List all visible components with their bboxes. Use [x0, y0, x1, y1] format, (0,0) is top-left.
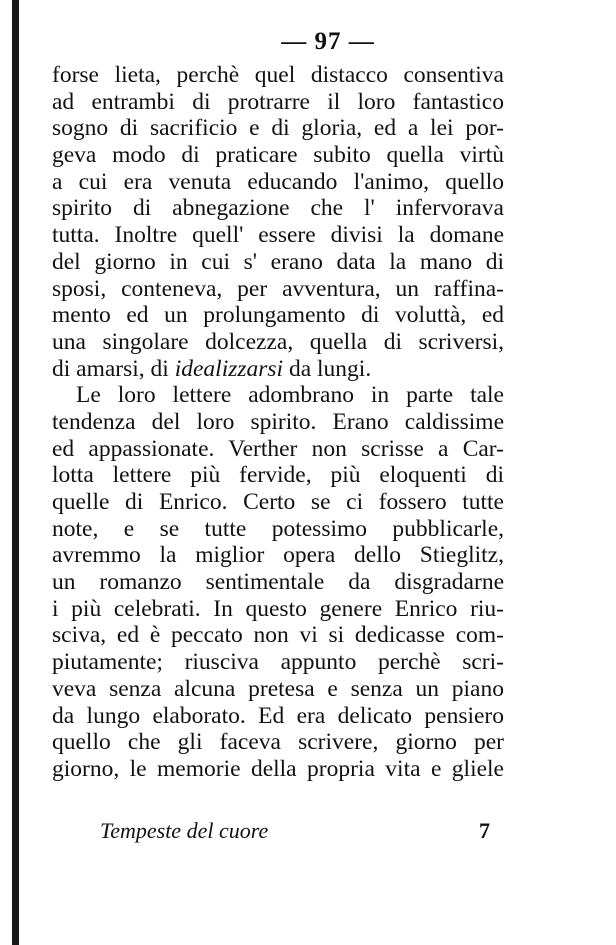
- text-line: un romanzo sentimentale da disgradarne: [52, 569, 504, 596]
- text-line: ed appassionate. Verther non scrisse a Car-: [52, 435, 504, 462]
- text-line: note, e se tutte potessimo pubblicarle,: [52, 515, 504, 542]
- line-text: da lungi.: [283, 355, 372, 382]
- text-line: forse lieta, perchè quel distacco consentiva: [52, 62, 504, 88]
- footer-signature-mark: 7: [479, 818, 490, 843]
- text-line: quelle di Enrico. Certo se ci fossero tutte: [52, 489, 504, 515]
- text-line: avremmo la miglior opera dello Stieglitz,: [52, 542, 504, 569]
- page-number-header: — 97 —: [281, 28, 375, 55]
- text-line: giorno, le memorie della propria vita e gliele: [52, 755, 504, 782]
- text-line: tutta. Inoltre quell' essere divisi la domane: [52, 222, 504, 249]
- text-line: mento ed un prolungamento di voluttà, ed: [52, 302, 504, 329]
- text-line: sogno di sacrificio e di gloria, ed a lei por-: [52, 115, 504, 142]
- footer-book-title: Tempeste del cuore: [100, 818, 269, 843]
- italic-word: idealizzarsi: [174, 355, 284, 382]
- text-line: geva modo di praticare subito quella virtù: [52, 142, 504, 169]
- text-line: lotta lettere più fervide, più eloquenti di: [52, 462, 504, 489]
- page-binding-edge: [12, 0, 19, 945]
- text-line: sciva, ed è peccato non vi si dedicasse com-: [52, 622, 504, 649]
- text-line: sposi, conteneva, per avventura, un raffina-: [52, 275, 504, 302]
- text-line: i più celebrati. In questo genere Enrico riu-: [52, 595, 504, 622]
- text-line-paragraph-start: Le loro lettere adombrano in parte tale: [76, 382, 504, 409]
- text-line: quello che gli faceva scrivere, giorno per: [52, 729, 504, 756]
- text-line: a cui era venuta educando l'animo, quello: [52, 168, 504, 195]
- text-line-paragraph-end: [52, 356, 504, 383]
- text-line: piutamente; riusciva appunto perchè scri-: [52, 649, 504, 676]
- text-line: una singolare dolcezza, quella di scriversi,: [52, 328, 504, 355]
- text-line: tendenza del loro spirito. Erano caldissime: [52, 408, 504, 435]
- text-line: da lungo elaborato. Ed era delicato pensiero: [52, 702, 504, 729]
- text-line: veva senza alcuna pretesa e senza un piano: [52, 675, 504, 702]
- line-text: di amarsi, di: [52, 355, 175, 382]
- page-footer: [100, 818, 490, 848]
- body-text: [52, 62, 504, 783]
- text-line: ad entrambi di protrarre il loro fantastico: [52, 88, 504, 115]
- text-line: del giorno in cui s' erano data la mano di: [52, 248, 504, 275]
- text-line: spirito di abnegazione che l' infervorava: [52, 195, 504, 222]
